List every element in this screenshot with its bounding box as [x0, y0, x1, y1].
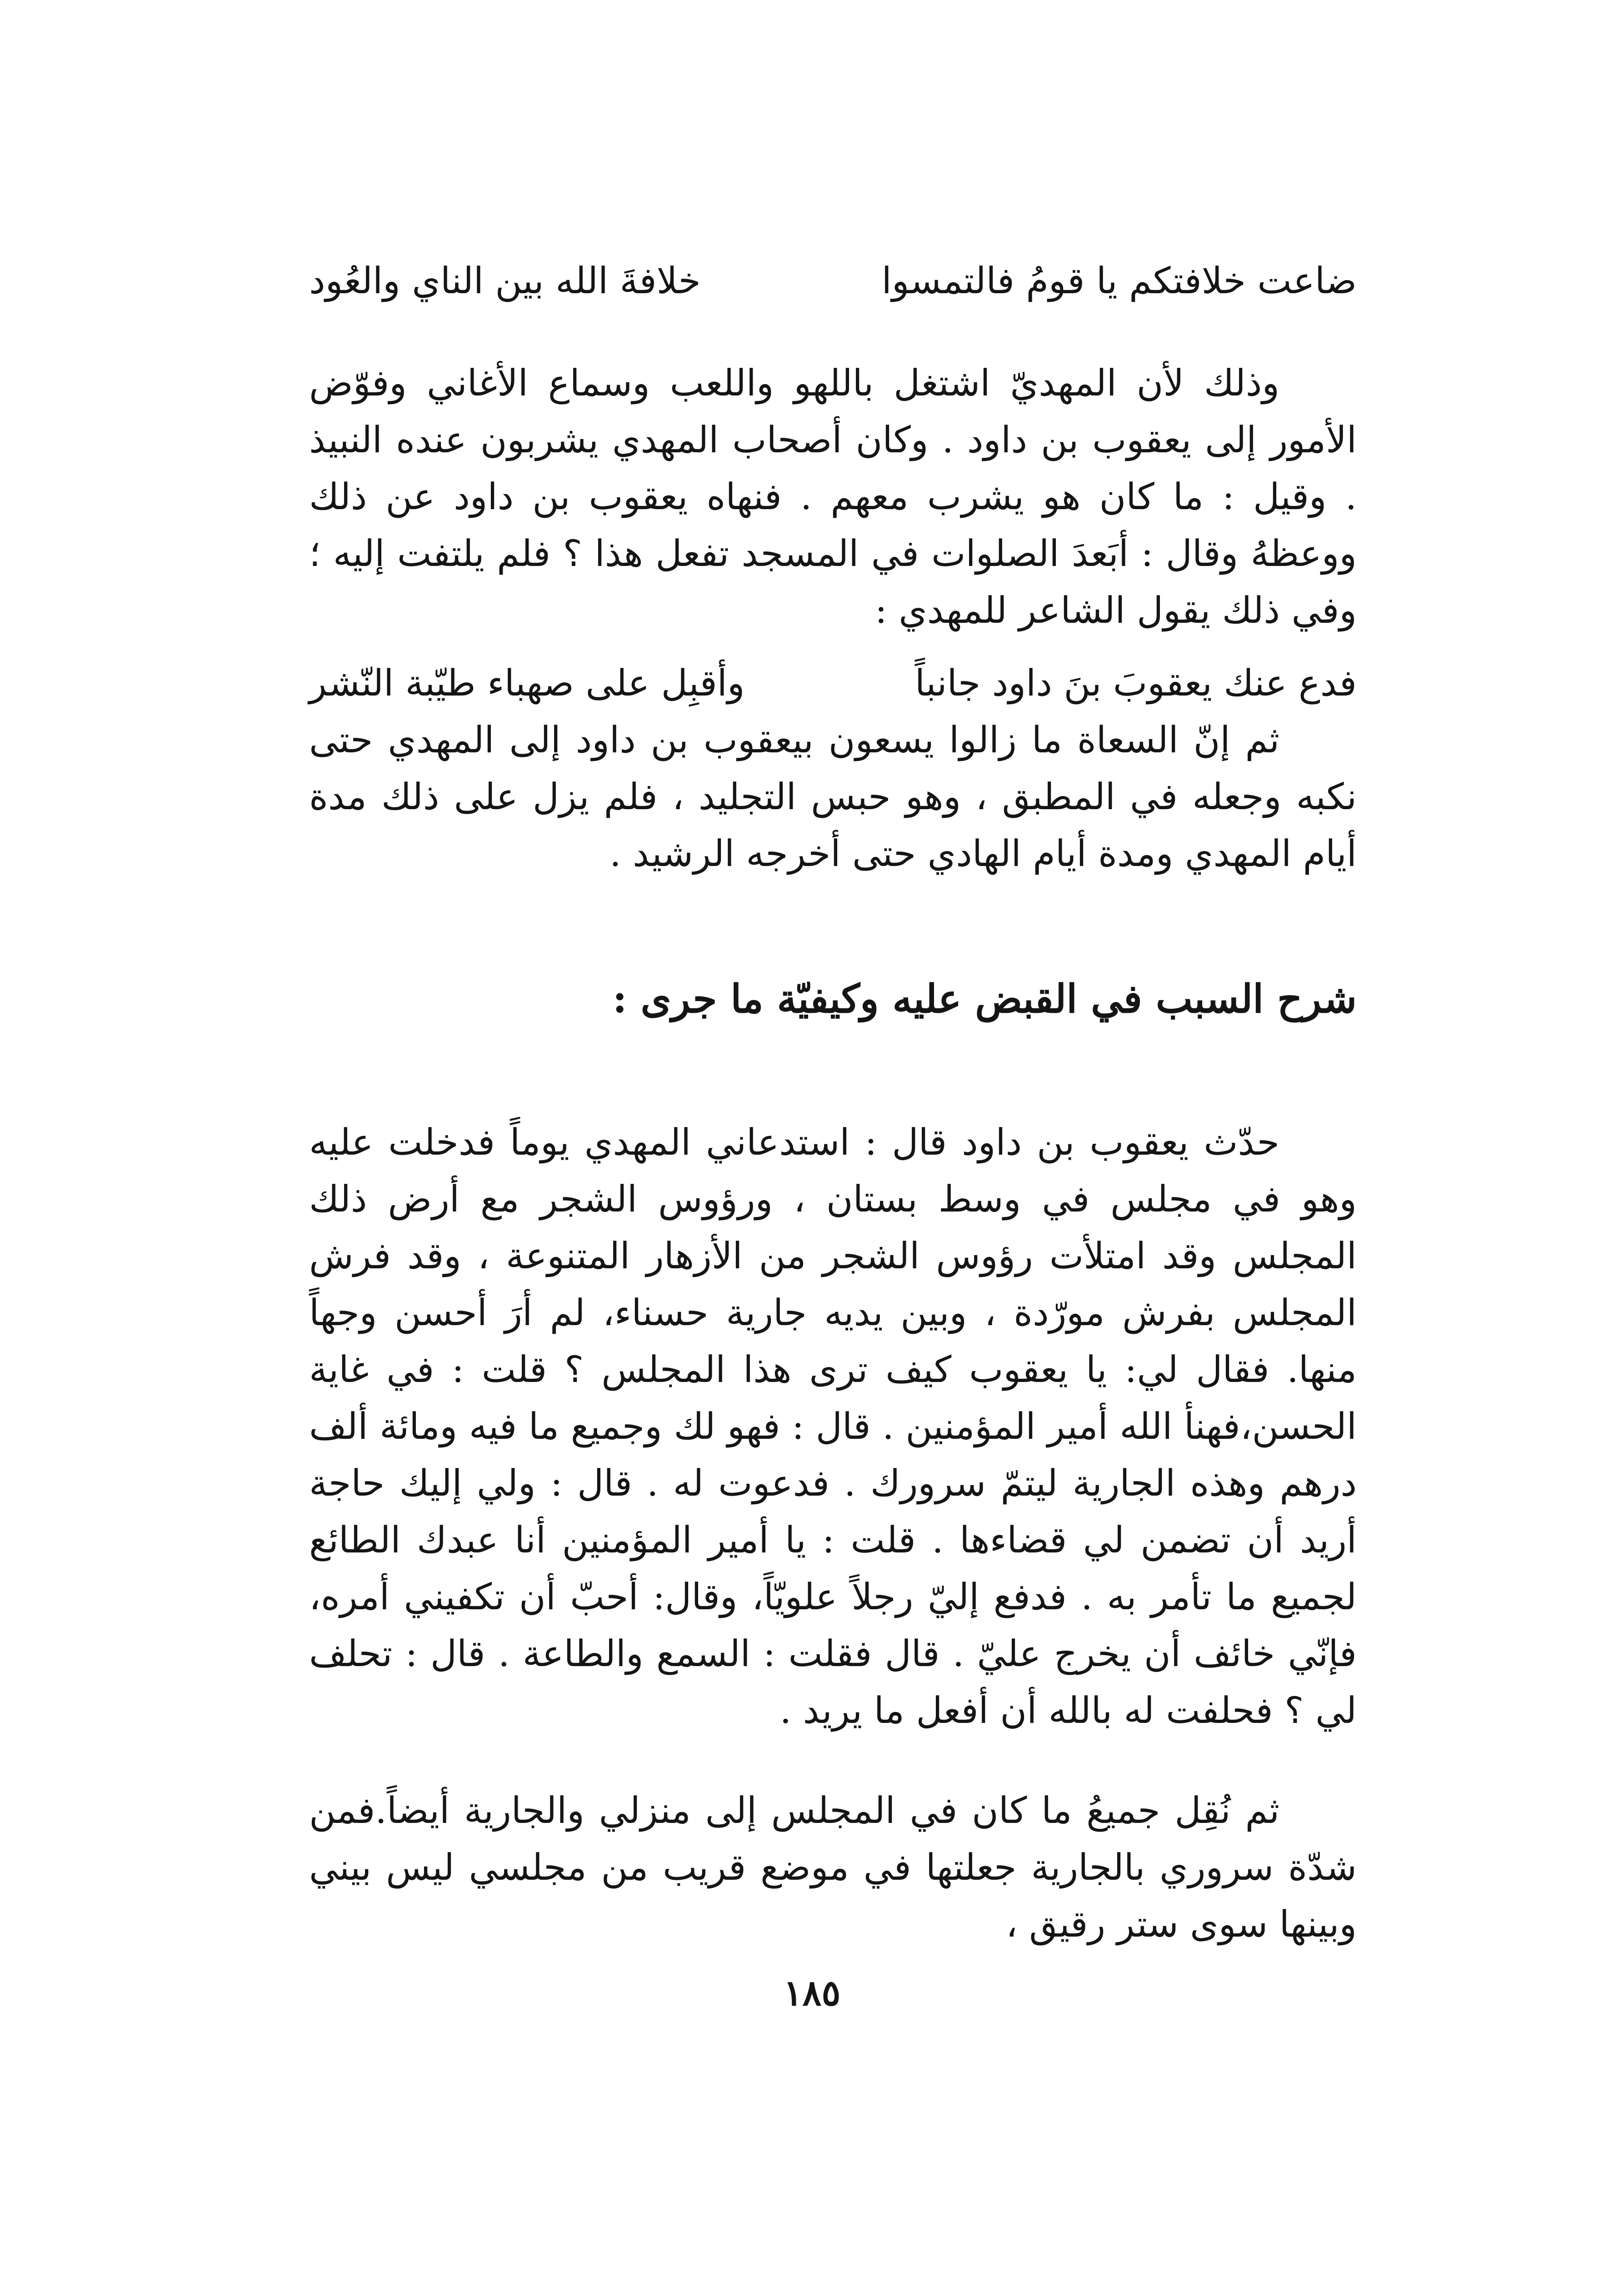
verse-top-hemistich-2: خلافةَ الله بين الناي والعُود: [309, 260, 701, 302]
paragraph-2-block: [309, 711, 1357, 882]
verse-middle: [309, 655, 1357, 711]
verse-top-hemistich-1: ضاعت خلافتكم يا قومُ فالتمسوا: [881, 260, 1357, 302]
paragraph-1-block: [309, 355, 1357, 639]
section-heading: شرح السبب في القبض عليه وكيفيّة ما جرى :: [612, 976, 1357, 1022]
verse-middle-hemistich-2: وأقبِل على صهباء طيّبة النّشر: [309, 662, 745, 704]
page-number: ١٨٥: [783, 1973, 841, 2014]
verse-top: [309, 252, 1357, 309]
paragraph-1: وذلك لأن المهديّ اشتغل باللهو واللعب وسماع الأغاني وفوّض الأمور إلى يعقوب بن داود . وكان أصحاب المهدي يشربون عنده النبيذ . وقيل : ما كان هو يشرب معهم . فنهاه يعقوب بن داود عن ذلك ووعظهُ وقال : أبَعدَ الصلوات في المسجد تفعل هذا ؟ فلم يلتفت إليه ؛ وفي ذلك يقول الشاعر للمهدي :: [309, 362, 1357, 631]
paragraph-4: ثم نُقِل جميعُ ما كان في المجلس إلى منزلي والجارية أيضاً.فمن شدّة سروري بالجارية جعلتها في موضع قريب من مجلسي ليس بيني وبينها سوى ستر رقيق ،: [309, 1789, 1357, 1945]
paragraph-3: حدّث يعقوب بن داود قال : استدعاني المهدي يوماً فدخلت عليه وهو في مجلس في وسط بستان ، ورؤوس الشجر مع أرض ذلك المجلس وقد امتلأت رؤوس الشجر من الأزهار المتنوعة ، وقد فرش المجلس بفرش مورّدة ، وبين يديه جارية حسناء، لم أرَ أحسن وجهاً منها. فقال لي: يا يعقوب كيف ترى هذا المجلس ؟ قلت : في غاية الحسن،فهنأ الله أمير المؤمنين . قال : فهو لك وجميع ما فيه ومائة ألف درهم وهذه الجارية ليتمّ سرورك . فدعوت له . قال : ولي إليك حاجة أريد أن تضمن لي قضاءها . قلت : يا أمير المؤمنين أنا عبدك الطائع لجميع ما تأمر به . فدفع إليّ رجلاً علويّاً، وقال: أحبّ أن تكفيني أمره، فإنّي خائف أن يخرج عليّ . قال فقلت : السمع والطاعة . قال : تحلف لي ؟ فحلفت له بالله أن أفعل ما يريد .: [309, 1121, 1357, 1732]
paragraph-3-block: [309, 1114, 1357, 1739]
paragraph-2: ثم إنّ السعاة ما زالوا يسعون بيعقوب بن داود إلى المهدي حتى نكبه وجعله في المطبق ، وهو حبس التجليد ، فلم يزل على ذلك مدة أيام المهدي ومدة أيام الهادي حتى أخرجه الرشيد .: [309, 719, 1357, 875]
paragraph-4-block: [309, 1782, 1357, 1953]
verse-middle-hemistich-1: فدع عنك يعقوبَ بنَ داود جانباً: [914, 662, 1357, 704]
